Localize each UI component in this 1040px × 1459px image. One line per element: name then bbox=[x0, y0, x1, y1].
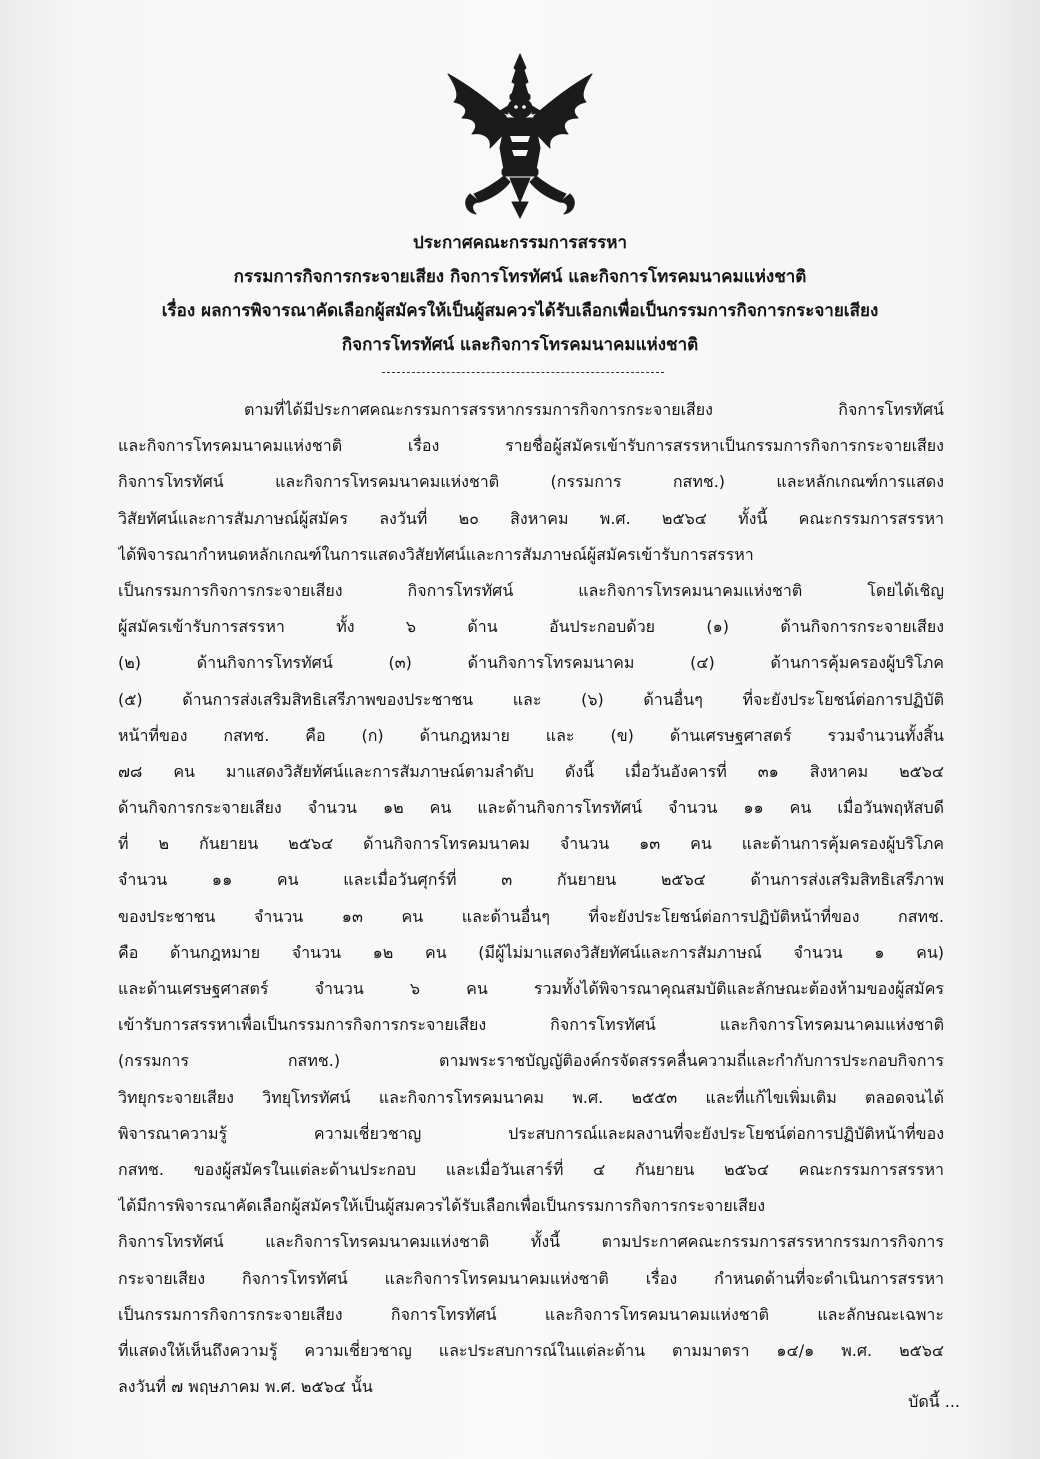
body-line: เป็นกรรมการกิจการกระจายเสียง กิจการโทรทัศน์ และกิจการโทรคมนาคมแห่งชาติ และลักษณะเฉพาะ bbox=[118, 1304, 944, 1324]
garuda-emblem-icon bbox=[440, 52, 600, 220]
body-line: เข้ารับการสรรหาเพื่อเป็นกรรมการกิจการกระจายเสียง กิจการโทรทัศน์ และกิจการโทรคมนาคมแห่งชาติ bbox=[118, 1015, 944, 1035]
body-line: เป็นกรรมการกิจการกระจายเสียง กิจการโทรทัศน์ และกิจการโทรคมนาคมแห่งชาติ โดยได้เชิญ bbox=[118, 580, 944, 600]
body-line: จำนวน ๑๑ คน และเมื่อวันศุกร์ที่ ๓ กันยายน ๒๕๖๔ ด้านการส่งเสริมสิทธิเสรีภาพ bbox=[118, 870, 944, 890]
body-line: ด้านกิจการกระจายเสียง จำนวน ๑๒ คน และด้านกิจการโทรทัศน์ จำนวน ๑๑ คน เมื่อวันพฤหัสบดี bbox=[118, 798, 944, 818]
header-line-2: กรรมการกิจการกระจายเสียง กิจการโทรทัศน์ และกิจการโทรคมนาคมแห่งชาติ bbox=[233, 267, 807, 287]
body-line: ของประชาชน จำนวน ๑๓ คน และด้านอื่นๆ ที่จะยังประโยชน์ต่อการปฏิบัติหน้าที่ของ กสทช. bbox=[118, 906, 944, 926]
body-line: ที่แสดงให้เห็นถึงความรู้ ความเชี่ยวชาญ และประสบการณ์ในแต่ละด้าน ตามมาตรา ๑๔/๑ พ.ศ. ๒๕๖๔ bbox=[118, 1340, 944, 1360]
body-line: ได้พิจารณากำหนดหลักเกณฑ์ในการแสดงวิสัยทัศน์และการสัมภาษณ์ผู้สมัครเข้ารับการสรรหา bbox=[118, 544, 754, 564]
body-line: กิจการโทรทัศน์ และกิจการโทรคมนาคมแห่งชาติ ทั้งนี้ ตามประกาศคณะกรรมการสรรหากรรมการกิจการ bbox=[118, 1232, 944, 1252]
body-line: พิจารณาความรู้ ความเชี่ยวชาญ ประสบการณ์และผลงานที่จะยังประโยชน์ต่อการปฏิบัติหน้าที่ของ bbox=[118, 1123, 944, 1143]
body-line: และด้านเศรษฐศาสตร์ จำนวน ๖ คน รวมทั้งได้พิจารณาคุณสมบัติและลักษณะต้องห้ามของผู้สมัคร bbox=[118, 979, 944, 998]
body-line: ตามที่ได้มีประกาศคณะกรรมการสรรหากรรมการกิจการกระจายเสียง กิจการโทรทัศน์ bbox=[244, 400, 944, 419]
body-line: ลงวันที่ ๗ พฤษภาคม พ.ศ. ๒๕๖๔ นั้น bbox=[118, 1377, 373, 1397]
body-line: (๒) ด้านกิจการโทรทัศน์ (๓) ด้านกิจการโทรคมนาคม (๔) ด้านการคุ้มครองผู้บริโภค bbox=[118, 653, 944, 673]
body-line: ๗๘ คน มาแสดงวิสัยทัศน์และการสัมภาษณ์ตามลำดับ ดังนี้ เมื่อวันอังคารที่ ๓๑ สิงหาคม ๒๕๖๔ bbox=[118, 761, 944, 781]
page-continuation: บัดนี้ ... bbox=[908, 1392, 960, 1411]
body-line: ที่ ๒ กันยายน ๒๕๖๔ ด้านกิจการโทรคมนาคม จำนวน ๑๓ คน และด้านการคุ้มครองผู้บริโภค bbox=[118, 834, 944, 854]
body-line: วิสัยทัศน์และการสัมภาษณ์ผู้สมัคร ลงวันที่ ๒๐ สิงหาคม พ.ศ. ๒๕๖๔ ทั้งนี้ คณะกรรมการสรรหา bbox=[118, 508, 944, 528]
header-line-3: เรื่อง ผลการพิจารณาคัดเลือกผู้สมัครให้เป็นผู้สมควรได้รับเลือกเพื่อเป็นกรรมการกิจการกระจายเสียง bbox=[161, 301, 879, 321]
body-line: หน้าที่ของ กสทช. คือ (ก) ด้านกฎหมาย และ (ข) ด้านเศรษฐศาสตร์ รวมจำนวนทั้งสิ้น bbox=[118, 725, 944, 745]
body-line: ผู้สมัครเข้ารับการสรรหา ทั้ง ๖ ด้าน อันประกอบด้วย (๑) ด้านกิจการกระจายเสียง bbox=[118, 617, 944, 637]
body-line: ได้มีการพิจารณาคัดเลือกผู้สมัครให้เป็นผู้สมควรได้รับเลือกเพื่อเป็นกรรมการกิจการกระจายเสียง bbox=[118, 1196, 766, 1216]
body-line: กสทช. ของผู้สมัครในแต่ละด้านประกอบ และเมื่อวันเสาร์ที่ ๔ กันยายน ๒๕๖๔ คณะกรรมการสรรหา bbox=[118, 1159, 944, 1179]
body-line: (๕) ด้านการส่งเสริมสิทธิเสรีภาพของประชาชน และ (๖) ด้านอื่นๆ ที่จะยังประโยชน์ต่อการปฏิบัติ bbox=[118, 689, 944, 709]
header-line-4: กิจการโทรทัศน์ และกิจการโทรคมนาคมแห่งชาติ bbox=[341, 335, 699, 355]
header-line-1: ประกาศคณะกรรมการสรรหา bbox=[412, 233, 628, 253]
body-line: กระจายเสียง กิจการโทรทัศน์ และกิจการโทรคมนาคมแห่งชาติ เรื่อง กำหนดด้านที่จะดำเนินการสรรหา bbox=[118, 1268, 944, 1288]
body-line: คือ ด้านกฎหมาย จำนวน ๑๒ คน (มีผู้ไม่มาแสดงวิสัยทัศน์และการสัมภาษณ์ จำนวน ๑ คน) bbox=[118, 942, 944, 962]
body-line: กิจการโทรทัศน์ และกิจการโทรคมนาคมแห่งชาติ (กรรมการ กสทช.) และหลักเกณฑ์การแสดง bbox=[118, 472, 944, 492]
announcement-header bbox=[60, 226, 980, 362]
header-separator bbox=[382, 372, 664, 373]
body-line: และกิจการโทรคมนาคมแห่งชาติ เรื่อง รายชื่อผู้สมัครเข้ารับการสรรหาเป็นกรรมการกิจการกระจายเสียง bbox=[118, 436, 944, 456]
body-line: (กรรมการ กสทช.) ตามพระราชบัญญัติองค์กรจัดสรรคลื่นความถี่และกำกับการประกอบกิจการ bbox=[118, 1051, 944, 1071]
body-line: วิทยุกระจายเสียง วิทยุโทรทัศน์ และกิจการโทรคมนาคม พ.ศ. ๒๕๕๓ และที่แก้ไขเพิ่มเติม ตลอดจนได้ bbox=[118, 1087, 944, 1107]
announcement-body bbox=[118, 392, 944, 1405]
